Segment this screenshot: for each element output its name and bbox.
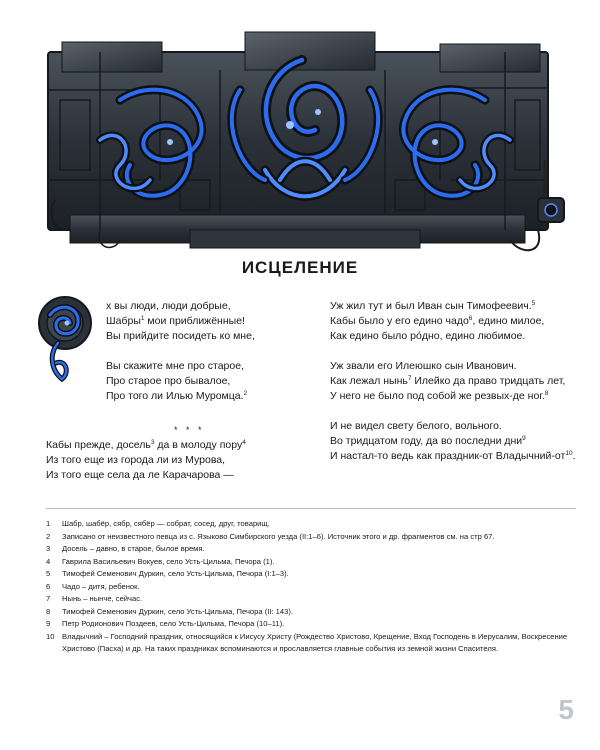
footnote-ref: 5	[531, 300, 536, 307]
footnote-number: 10	[46, 631, 55, 641]
verse-text: Во тридцатом году, да во последни дни	[330, 435, 523, 447]
footnote-text: Петр Родионович Поздеев, село Усть-Цильма, Печора (10–11).	[62, 619, 285, 628]
verse-text: Вы скажите мне про старое,	[106, 360, 244, 372]
footnote	[46, 606, 576, 619]
verse-text: х вы люди, люди добрые,	[106, 300, 231, 312]
footnote	[46, 531, 576, 544]
initial-knot-ornament	[36, 293, 94, 385]
footnote	[46, 556, 576, 569]
verse-line	[46, 453, 246, 468]
verse-text: Уж звали его Илеюшко сын Иванович.	[330, 360, 517, 372]
footnote-ref: 9	[522, 435, 526, 442]
verse-right	[330, 299, 575, 464]
footnote-ref: 1	[140, 315, 145, 322]
footnote-text: Шабр, шабёр, сябр, сябёр — собрат, сосед, друг, товарищ.	[62, 519, 270, 528]
verse-text: Из того еще села да ле Карачарова —	[46, 469, 234, 481]
footnote-text: Досель – давно, в старое, былое время.	[62, 544, 205, 553]
footnote	[46, 568, 576, 581]
verse-text: Уж жил тут и был Иван сын Тимофеевич.	[330, 300, 532, 312]
verse-text: , едино милое,	[472, 315, 545, 327]
footnote-number: 1	[46, 519, 51, 528]
footnote	[46, 543, 576, 556]
page-number: 5	[558, 694, 574, 725]
verse-line	[330, 419, 575, 434]
verse-line	[330, 389, 575, 404]
verse-line	[330, 314, 575, 329]
footnote	[46, 618, 576, 631]
verse-line	[106, 299, 255, 314]
stanza-gap	[330, 344, 575, 359]
verse-text: Шабры	[106, 315, 141, 327]
section-break-stars: * * *	[174, 425, 205, 435]
verse-line	[330, 374, 575, 389]
footnote-divider	[46, 508, 576, 509]
footnote-text: Тимофей Семенович Дуркин, село Усть-Цильма, Печора (II: 143).	[62, 606, 293, 616]
verse-text: Вы прийдите посидеть ко мне,	[106, 330, 255, 342]
footnote-text: Гаврила Васильевич Вокуев, село Усть-Цильма, Печора (1).	[62, 556, 275, 566]
footnote-number: 6	[46, 581, 51, 591]
footnote-text: Владычний – Господний праздник, относящийся к Иисусу Христу (Рождество Христово, Крещение, Вход Господень в Иерусалим, Воскресение Христово (Пасха) и др. На таких праздниках вспоминаются и прославляется главные события из земной жизни Спасителя.	[62, 631, 568, 653]
footnote-ref: 10	[565, 450, 573, 457]
verse-line	[330, 434, 575, 449]
verse-text: И настал-то ведь как праздник-от Владычний-от	[330, 450, 566, 462]
footnote-number: 7	[46, 594, 51, 603]
footnote-text: Нынь – нынче, сейчас.	[62, 594, 143, 603]
verse-text: .	[572, 450, 576, 462]
verse-line	[106, 389, 255, 404]
footnote-ref: 6	[468, 315, 473, 322]
footnote	[46, 631, 576, 656]
verse-text: Кабы прежде, досель	[46, 439, 151, 451]
footnote-text: Чадо – дитя, ребенок.	[62, 581, 140, 591]
verse-line	[106, 374, 255, 389]
verse-text: Про того ли Илью Муромца.	[106, 390, 244, 402]
footnote-ref: 4	[242, 439, 246, 446]
verse-left-top	[106, 299, 255, 404]
page-title: ИСЦЕЛЕНИЕ	[241, 258, 359, 277]
footnote-number: 8	[46, 606, 51, 616]
footnote-number: 9	[46, 619, 51, 628]
verse-line	[46, 468, 246, 483]
verse-text: Из того еще из города ли из Мурова,	[46, 454, 226, 466]
verse-line	[106, 359, 255, 374]
verse-line	[330, 449, 575, 464]
stanza-gap	[330, 404, 575, 419]
footnote-ref: 2	[243, 390, 248, 397]
ornament-banner	[40, 30, 565, 255]
verse-text: Кабы было у его едино чадо	[330, 315, 469, 327]
verse-text: мои приближённые!	[144, 315, 245, 327]
verse-line	[330, 359, 575, 374]
verse-line	[106, 314, 255, 329]
verse-left-bottom	[46, 438, 246, 483]
verse-line	[330, 299, 575, 314]
verse-text: Как едино было ро́дно, едино любимое.	[330, 330, 526, 342]
verse-line	[46, 438, 246, 453]
verse-line	[330, 329, 575, 344]
footnote-text: Тимофей Семенович Дуркин, село Усть-Цильма, Печора (I:1–3).	[62, 569, 289, 578]
footnote-number: 2	[46, 531, 51, 541]
footnotes	[46, 518, 576, 656]
footnote-ref: 3	[150, 439, 155, 446]
verse-text: У него не было под собой же резвых-де ног.	[330, 390, 545, 402]
verse-text: Как лежал нынь	[330, 375, 408, 387]
footnote-number: 4	[46, 556, 51, 566]
verse-text: И не видел свету белого, вольного.	[330, 420, 502, 432]
footnote	[46, 518, 576, 531]
footnote	[46, 593, 576, 606]
footnote-ref: 7	[407, 375, 412, 382]
verse-line	[106, 329, 255, 344]
stanza-gap	[106, 344, 255, 359]
footnote-number: 5	[46, 569, 51, 578]
footnote-number: 3	[46, 544, 51, 553]
verse-text: да в молоду пору	[154, 439, 243, 451]
footnote	[46, 581, 576, 594]
footnote-text: Записано от неизвестного певца из с. Языково Симбирского уезда (II:1–6). Источник этого и др. фрагментов см. на стр 67.	[62, 531, 495, 541]
verse-text: Илейко да право тридцать лет,	[411, 375, 566, 387]
verse-text: Про старое про бывалое,	[106, 375, 231, 387]
footnote-ref: 8	[544, 390, 549, 397]
